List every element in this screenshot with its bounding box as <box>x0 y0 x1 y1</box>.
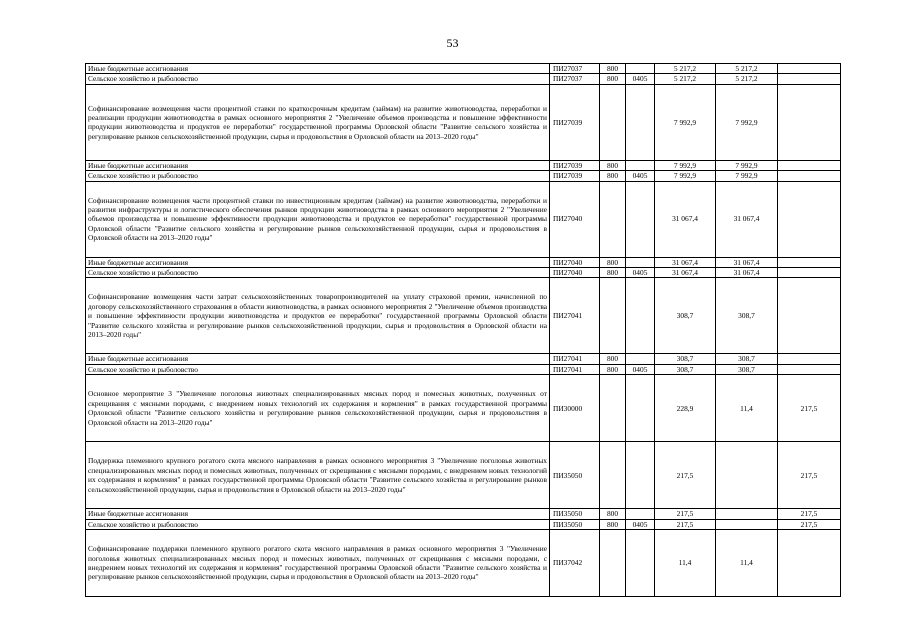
row-code: ПИ37042 <box>550 530 600 597</box>
row-sum-1: 7 992,9 <box>655 171 716 181</box>
table-row <box>86 268 841 278</box>
row-name: Сельское хозяйство и рыболовство <box>86 519 550 529</box>
row-sum-1: 308,7 <box>655 364 716 374</box>
row-name: Иные бюджетные ассигнования <box>86 160 550 170</box>
table-row <box>86 519 841 529</box>
row-sum-2 <box>716 442 778 509</box>
row-rzpr <box>626 442 655 509</box>
row-name: Сельское хозяйство и рыболовство <box>86 171 550 181</box>
row-kvr <box>600 181 626 257</box>
row-kvr: 800 <box>600 160 626 170</box>
row-sum-1: 308,7 <box>655 354 716 364</box>
row-rzpr: 0405 <box>626 519 655 529</box>
row-sum-2: 5 217,2 <box>716 74 778 84</box>
row-kvr: 800 <box>600 364 626 374</box>
table-row <box>86 171 841 181</box>
row-rzpr <box>626 257 655 267</box>
row-rzpr <box>626 278 655 354</box>
table-row <box>86 74 841 84</box>
row-sum-3: 217,5 <box>778 509 841 519</box>
table-row <box>86 509 841 519</box>
row-sum-2: 31 067,4 <box>716 181 778 257</box>
row-sum-2: 11,4 <box>716 530 778 597</box>
row-sum-3 <box>778 160 841 170</box>
row-kvr <box>600 278 626 354</box>
row-code: ПИ35050 <box>550 442 600 509</box>
row-name: Поддержка племенного крупного рогатого скота мясного направления в рамках основного мероприятия 3 "Увеличение поголовья животных специализированных мясных пород и помесных животных, полученных от скрещивания с мясными породами, с внедрением новых технологий их содержания и кормления" в рамках государственной программы Орловской области "Развитие сельского хозяйства и регулирование рынков сельскохозяйственной продукции, сырья и продовольствия в Орловской области на 2013–2020 годы" <box>86 442 550 509</box>
row-code: ПИ27041 <box>550 364 600 374</box>
row-kvr: 800 <box>600 354 626 364</box>
row-name: Софинансирование поддержки племенного крупного рогатого скота мясного направления в рамках основного мероприятия 3 "Увеличение поголовья животных специализированных мясных пород и помесных животных, полученных от скрещивания с мясными породами, с внедрением новых технологий их содержания и кормления" государственной программы Орловской области "Развитие сельского хозяйства и регулирование рынков сельскохозяйственной продукции, сырья и продовольствия в Орловской области на 2013–2020 годы" <box>86 530 550 597</box>
table-row <box>86 64 841 74</box>
row-sum-2: 7 992,9 <box>716 171 778 181</box>
row-sum-2: 7 992,9 <box>716 160 778 170</box>
row-sum-3 <box>778 64 841 74</box>
row-sum-1: 11,4 <box>655 530 716 597</box>
row-sum-2 <box>716 519 778 529</box>
row-sum-3 <box>778 74 841 84</box>
row-sum-1: 308,7 <box>655 278 716 354</box>
row-sum-3: 217,5 <box>778 442 841 509</box>
row-kvr <box>600 84 626 160</box>
row-rzpr <box>626 375 655 442</box>
row-kvr: 800 <box>600 268 626 278</box>
table-row <box>86 181 841 257</box>
row-sum-1: 217,5 <box>655 442 716 509</box>
row-name: Иные бюджетные ассигнования <box>86 354 550 364</box>
row-rzpr <box>626 64 655 74</box>
row-sum-1: 5 217,2 <box>655 74 716 84</box>
row-code: ПИ27040 <box>550 268 600 278</box>
table-row <box>86 84 841 160</box>
row-sum-2: 308,7 <box>716 364 778 374</box>
row-sum-2: 308,7 <box>716 354 778 364</box>
row-rzpr <box>626 509 655 519</box>
table-row <box>86 160 841 170</box>
row-kvr: 800 <box>600 257 626 267</box>
table-row <box>86 278 841 354</box>
row-code: ПИ27040 <box>550 181 600 257</box>
page-number: 53 <box>446 36 459 50</box>
row-kvr: 800 <box>600 74 626 84</box>
row-name: Сельское хозяйство и рыболовство <box>86 364 550 374</box>
row-code: ПИ27037 <box>550 74 600 84</box>
row-sum-2: 7 992,9 <box>716 84 778 160</box>
row-sum-3 <box>778 530 841 597</box>
table-row <box>86 257 841 267</box>
row-rzpr <box>626 354 655 364</box>
budget-table <box>85 63 841 597</box>
row-sum-2 <box>716 509 778 519</box>
row-sum-3: 217,5 <box>778 519 841 529</box>
row-code: ПИ27037 <box>550 64 600 74</box>
row-sum-1: 5 217,2 <box>655 64 716 74</box>
row-code: ПИ27040 <box>550 257 600 267</box>
row-sum-1: 31 067,4 <box>655 268 716 278</box>
table-row <box>86 354 841 364</box>
row-code: ПИ35050 <box>550 519 600 529</box>
row-sum-3 <box>778 354 841 364</box>
row-sum-2: 11,4 <box>716 375 778 442</box>
row-sum-3 <box>778 268 841 278</box>
row-sum-3: 217,5 <box>778 375 841 442</box>
row-name: Сельское хозяйство и рыболовство <box>86 74 550 84</box>
table-row <box>86 364 841 374</box>
row-sum-1: 217,5 <box>655 509 716 519</box>
table-row <box>86 375 841 442</box>
row-rzpr: 0405 <box>626 364 655 374</box>
row-sum-3 <box>778 181 841 257</box>
row-kvr: 800 <box>600 509 626 519</box>
row-name: Софинансирование возмещения части процентной ставки по краткосрочным кредитам (займам) на развитие животноводства, переработки и реализации продукции животноводства в рамках основного мероприятия 2 "Увеличение объемов производства и повышение эффективности продукции животноводства и продуктов ее переработки" государственной программы Орловской области "Развитие сельского хозяйства и регулирование рынков сельскохозяйственной продукции, сырья и продовольствия в Орловской области на 2013–2020 годы" <box>86 84 550 160</box>
row-rzpr <box>626 84 655 160</box>
row-rzpr <box>626 160 655 170</box>
row-sum-1: 217,5 <box>655 519 716 529</box>
row-sum-3 <box>778 278 841 354</box>
row-kvr <box>600 530 626 597</box>
row-rzpr <box>626 181 655 257</box>
row-sum-1: 31 067,4 <box>655 257 716 267</box>
row-kvr <box>600 375 626 442</box>
row-code: ПИ27039 <box>550 84 600 160</box>
row-sum-1: 31 067,4 <box>655 181 716 257</box>
row-code: ПИ27041 <box>550 354 600 364</box>
row-sum-1: 7 992,9 <box>655 160 716 170</box>
row-sum-2: 31 067,4 <box>716 268 778 278</box>
row-kvr: 800 <box>600 64 626 74</box>
row-sum-3 <box>778 257 841 267</box>
row-sum-2: 31 067,4 <box>716 257 778 267</box>
row-rzpr: 0405 <box>626 74 655 84</box>
row-rzpr: 0405 <box>626 268 655 278</box>
row-sum-2: 5 217,2 <box>716 64 778 74</box>
row-sum-1: 7 992,9 <box>655 84 716 160</box>
row-name: Сельское хозяйство и рыболовство <box>86 268 550 278</box>
row-name: Иные бюджетные ассигнования <box>86 257 550 267</box>
row-name: Софинансирование возмещения части затрат сельскохозяйственных товаропроизводителей на уплату страховой премии, начисленной по договору сельскохозяйственного страхования в области животноводства, в рамках основного мероприятия 2 "Увеличение объемов производства и повышение эффективности продукции животноводства и продуктов ее переработки" государственной программы Орловской области "Развитие сельского хозяйства и регулирование рынков сельскохозяйственной продукции, сырья и продовольствия в Орловской области на 2013–2020 годы" <box>86 278 550 354</box>
row-name: Иные бюджетные ассигнования <box>86 509 550 519</box>
row-kvr: 800 <box>600 171 626 181</box>
row-code: ПИ30000 <box>550 375 600 442</box>
row-sum-3 <box>778 84 841 160</box>
row-code: ПИ35050 <box>550 509 600 519</box>
row-name: Иные бюджетные ассигнования <box>86 64 550 74</box>
row-sum-3 <box>778 364 841 374</box>
row-sum-2: 308,7 <box>716 278 778 354</box>
table-row <box>86 530 841 597</box>
row-sum-1: 228,9 <box>655 375 716 442</box>
row-code: ПИ27041 <box>550 278 600 354</box>
table-row <box>86 442 841 509</box>
row-sum-3 <box>778 171 841 181</box>
row-kvr <box>600 442 626 509</box>
row-name: Основное мероприятие 3 "Увеличение поголовья животных специализированных мясных пород и помесных животных, полученных от скрещивания с мясными породами, с внедрением новых технологий их содержания и кормления" в рамках государственной программы Орловской области "Развитие сельского хозяйства и регулирование рынков сельскохозяйственной продукции, сырья и продовольствия в Орловской области на 2013–2020 годы" <box>86 375 550 442</box>
row-rzpr: 0405 <box>626 171 655 181</box>
row-rzpr <box>626 530 655 597</box>
row-name: Софинансирование возмещения части процентной ставки по инвестиционным кредитам (займам) на развитие животноводства, переработки и развития инфраструктуры и логистического обеспечения рынков продукции животноводства в рамках основного мероприятия 2 "Увеличение объемов производства и повышение эффективности продукции животноводства и продуктов ее переработки" государственной программы Орловской области "Развитие сельского хозяйства и регулирование рынков сельскохозяйственной продукции, сырья и продовольствия в Орловской области на 2013–2020 годы" <box>86 181 550 257</box>
row-kvr: 800 <box>600 519 626 529</box>
row-code: ПИ27039 <box>550 160 600 170</box>
row-code: ПИ27039 <box>550 171 600 181</box>
